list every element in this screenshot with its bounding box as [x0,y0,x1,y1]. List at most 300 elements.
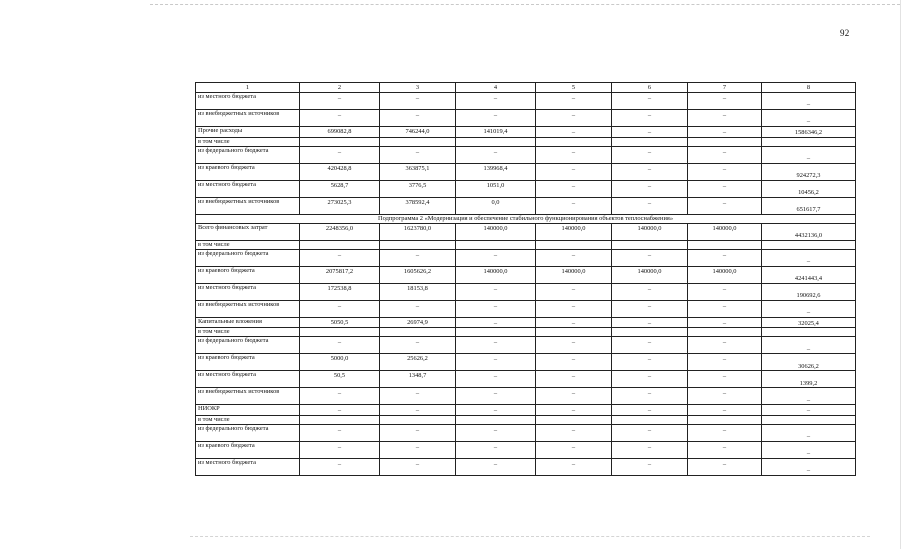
cell-value: 140000,0 [561,224,586,232]
cell-value: 50,5 [333,372,346,380]
cell-value: – [722,182,727,190]
cell-value: 1623780,0 [403,224,432,232]
cell-value: – [722,165,727,173]
table-cell [456,249,536,266]
table-cell [456,110,536,127]
table-row [196,337,856,354]
table-cell [612,110,688,127]
table-cell [536,223,612,240]
cell-value: 30626,2 [798,362,819,370]
cell-value: – [571,407,576,415]
table-cell [300,180,380,197]
table-cell [456,388,536,405]
subprogram-title: Подпрограмма 2 «Модернизация и обеспечение стабильного функционирования объектов теплоснабжения» [196,214,856,223]
table-cell [688,163,762,180]
table-cell [380,424,456,441]
table-cell [300,328,380,337]
cell-value: – [806,101,811,109]
table-cell [762,458,856,475]
cell-value: 140000,0 [561,267,586,275]
cell-value: – [571,390,576,398]
row-label: из местного бюджета [196,371,300,388]
table-cell [536,249,612,266]
table-cell [536,197,612,214]
cell-value: – [806,258,811,265]
cell-value: – [337,112,342,119]
table-cell [300,197,380,214]
cell-value: – [722,426,727,434]
cell-value: 140000,0 [637,224,662,232]
cell-value: – [722,302,727,310]
table-cell [762,283,856,300]
cell-value: 0,0 [491,198,500,206]
cell-value: – [806,118,811,126]
table-cell [612,146,688,163]
cell-value: – [806,450,811,458]
cell-value: – [647,407,652,415]
cell-value: – [722,148,727,156]
table-cell [688,317,762,328]
table-cell [688,110,762,127]
cell-value: – [647,460,652,468]
table-row [196,458,856,475]
cell-value: – [647,285,652,293]
table-cell [762,415,856,424]
table-cell [536,266,612,283]
table-cell [762,266,856,283]
cell-value: – [647,129,652,136]
cell-value: – [415,407,420,415]
cell-value: – [415,148,420,156]
cell-value: – [722,356,727,364]
table-cell [612,283,688,300]
cell-value: – [722,407,727,415]
table-cell [380,328,456,337]
row-label: в том числе [196,137,300,146]
cell-value: 172538,8 [327,284,352,292]
table-cell [300,137,380,146]
table-cell [380,240,456,249]
cell-value: – [493,251,498,259]
table-row [196,93,856,110]
cell-value: – [647,165,652,173]
cell-value: – [493,426,498,434]
table-cell [536,415,612,424]
subprogram-row [196,214,856,223]
cell-value: – [571,199,576,207]
cell-value: 18153,8 [407,284,428,292]
row-label: в том числе [196,415,300,424]
cell-value: 699082,8 [327,128,352,135]
cell-value: 140000,0 [483,267,508,275]
cell-value: 3776,5 [408,181,427,189]
row-label: из внебюджетных источников [196,388,300,405]
table-cell [380,405,456,416]
cell-value: 651617,7 [796,206,821,213]
row-label: из внебюджетных источников [196,197,300,214]
table-row [196,223,856,240]
cell-value: 140000,0 [483,224,508,232]
table-cell [762,93,856,110]
table-row [196,405,856,416]
cell-value: – [647,251,652,259]
table-row [196,424,856,441]
table-cell [612,458,688,475]
table-cell [300,249,380,266]
cell-value: – [415,302,420,310]
table-cell [762,441,856,458]
row-label: из краевого бюджета [196,441,300,458]
cell-value: – [647,390,652,398]
cell-value: – [571,148,576,156]
table-cell [688,93,762,110]
table-cell [762,388,856,405]
table-cell [380,300,456,317]
cell-value: – [806,345,811,353]
cell-value: – [571,182,576,190]
table-cell [536,127,612,138]
cell-value: – [415,390,420,398]
table-cell [612,197,688,214]
table-cell [380,93,456,110]
table-cell [300,300,380,317]
table-cell [456,163,536,180]
table-header-row [196,83,856,93]
table-cell [456,328,536,337]
table-cell [688,223,762,240]
table-cell [762,180,856,197]
table-row [196,415,856,424]
table-cell [456,405,536,416]
column-header: 8 [762,83,856,93]
table-cell [612,388,688,405]
cell-value: – [493,339,498,347]
row-label: из федерального бюджета [196,249,300,266]
row-label: из внебюджетных источников [196,300,300,317]
table-row [196,137,856,146]
table-cell [536,337,612,354]
column-header: 7 [688,83,762,93]
table-row [196,266,856,283]
cell-value: – [493,319,498,327]
cell-value: 140000,0 [637,267,662,275]
row-label: из федерального бюджета [196,424,300,441]
cell-value: – [415,251,420,259]
table-cell [612,249,688,266]
cell-value: – [337,95,342,102]
table-row [196,441,856,458]
table-cell [456,424,536,441]
cell-value: – [722,319,727,327]
table-row [196,283,856,300]
table-cell [380,354,456,371]
cell-value: – [571,302,576,310]
table-cell [762,197,856,214]
table-cell [380,317,456,328]
table-cell [536,405,612,416]
cell-value: 141019,4 [483,128,508,135]
row-label: из краевого бюджета [196,266,300,283]
table-cell [380,415,456,424]
cell-value: 1605626,2 [403,267,432,275]
table-cell [456,354,536,371]
cell-value: – [647,356,652,364]
table-row [196,110,856,127]
cell-value: – [493,148,498,156]
table-cell [688,137,762,146]
cell-value: – [493,95,498,102]
table-cell [456,415,536,424]
row-label: из местного бюджета [196,283,300,300]
cell-value: – [337,339,342,347]
cell-value: – [415,339,420,347]
table-cell [300,441,380,458]
table-cell [536,317,612,328]
table-cell [380,110,456,127]
table-cell [536,146,612,163]
cell-value: – [493,407,498,415]
cell-value: – [571,251,576,259]
table-cell [762,317,856,328]
table-cell [688,300,762,317]
table-cell [688,354,762,371]
table-cell [762,328,856,337]
cell-value: – [806,467,811,475]
table-cell [456,180,536,197]
table-cell [536,458,612,475]
table-cell [456,441,536,458]
table-cell [300,127,380,138]
table-cell [612,137,688,146]
budget-table [195,82,856,476]
cell-value: 1586346,2 [794,129,823,136]
table-cell [300,110,380,127]
cell-value: – [722,95,727,102]
table-cell [380,180,456,197]
table-cell [688,328,762,337]
cell-value: – [571,95,576,102]
cell-value: – [571,129,576,136]
table-row [196,328,856,337]
cell-value: 378592,4 [405,198,430,206]
table-cell [380,163,456,180]
cell-value: 5000,0 [330,355,349,363]
cell-value: – [493,443,498,451]
table-row [196,249,856,266]
table-cell [300,223,380,240]
table-cell [380,388,456,405]
table-cell [762,163,856,180]
row-label: НИОКР [196,405,300,416]
table-cell [762,405,856,416]
table-cell [688,441,762,458]
table-cell [300,371,380,388]
table-cell [456,283,536,300]
cell-value: – [571,339,576,347]
table-cell [536,93,612,110]
table-cell [300,458,380,475]
table-cell [300,388,380,405]
row-label: из местного бюджета [196,93,300,110]
table-cell [612,441,688,458]
column-header: 4 [456,83,536,93]
table-cell [380,223,456,240]
table-cell [380,371,456,388]
table-cell [612,127,688,138]
cell-value: – [722,373,727,381]
row-label: Всего финансовых затрат [196,223,300,240]
cell-value: – [722,339,727,347]
cell-value: – [415,443,420,451]
table-cell [688,180,762,197]
table-row [196,300,856,317]
scan-edge-right [900,0,901,549]
cell-value: – [493,390,498,398]
table-cell [612,337,688,354]
cell-value: – [722,251,727,259]
table-cell [456,240,536,249]
cell-value: – [337,460,342,468]
table-cell [300,163,380,180]
table-cell [688,371,762,388]
row-label: из краевого бюджета [196,354,300,371]
cell-value: 1399,2 [799,379,818,387]
table-cell [688,415,762,424]
table-cell [612,415,688,424]
table-cell [536,388,612,405]
table-cell [300,266,380,283]
cell-value: 363875,1 [405,164,430,172]
table-cell [612,354,688,371]
cell-value: – [493,112,498,119]
table-row [196,354,856,371]
table-cell [612,300,688,317]
cell-value: – [337,407,342,415]
cell-value: – [337,443,342,451]
table-row [196,180,856,197]
cell-value: 4432136,0 [794,232,823,239]
table-cell [688,249,762,266]
cell-value: – [493,302,498,310]
table-cell [612,240,688,249]
cell-value: – [647,302,652,310]
table-cell [456,137,536,146]
table-cell [536,163,612,180]
cell-value: – [806,155,811,162]
table-cell [456,266,536,283]
table-row [196,317,856,328]
cell-value: – [806,407,811,415]
table-cell [380,197,456,214]
table-cell [380,337,456,354]
table-cell [688,388,762,405]
cell-value: – [647,443,652,451]
row-label: из внебюджетных источников [196,110,300,127]
table-cell [300,240,380,249]
cell-value: 5628,7 [330,181,349,189]
table-cell [612,180,688,197]
table-cell [762,249,856,266]
table-cell [456,337,536,354]
table-cell [300,283,380,300]
table-cell [688,283,762,300]
cell-value: – [806,396,811,404]
table-cell [612,405,688,416]
table-cell [612,223,688,240]
table-cell [762,371,856,388]
cell-value: – [647,199,652,207]
cell-value: 2075817,2 [325,267,354,275]
cell-value: – [571,165,576,173]
table-cell [380,458,456,475]
table-cell [762,137,856,146]
column-header: 3 [380,83,456,93]
table-cell [300,405,380,416]
cell-value: 924272,3 [796,172,821,179]
cell-value: 4241443,4 [794,275,823,282]
table-cell [536,441,612,458]
table-cell [688,127,762,138]
cell-value: – [571,356,576,364]
cell-value: – [722,390,727,398]
table-row [196,163,856,180]
cell-value: – [647,339,652,347]
scan-edge-line [150,4,900,5]
table-cell [456,317,536,328]
table-cell [688,405,762,416]
table-row [196,240,856,249]
cell-value: – [647,373,652,381]
row-label: из местного бюджета [196,180,300,197]
cell-value: – [722,285,727,293]
table-cell [762,110,856,127]
cell-value: – [415,426,420,434]
table-row [196,127,856,138]
scan-edge-line-bottom [190,536,870,537]
cell-value: – [337,390,342,398]
cell-value: 1348,7 [408,372,427,380]
table-cell [536,180,612,197]
table-cell [456,197,536,214]
row-label: из федерального бюджета [196,146,300,163]
table-cell [380,249,456,266]
cell-value: – [722,129,727,136]
table-cell [380,283,456,300]
cell-value: 26974,9 [407,318,428,326]
cell-value: 140000,0 [712,267,737,275]
cell-value: 5050,5 [330,318,349,326]
table-cell [536,328,612,337]
cell-value: – [415,95,420,102]
table-cell [688,337,762,354]
table-cell [300,354,380,371]
table-cell [688,240,762,249]
column-header: 5 [536,83,612,93]
table-cell [456,458,536,475]
cell-value: – [337,302,342,310]
cell-value: 190692,6 [796,292,821,299]
table-cell [536,424,612,441]
cell-value: – [806,433,811,441]
table-cell [380,146,456,163]
table-cell [456,300,536,317]
table-cell [536,110,612,127]
row-label: Капитальные вложения [196,317,300,328]
table-row [196,388,856,405]
table-cell [688,197,762,214]
table-cell [456,223,536,240]
table-cell [762,146,856,163]
